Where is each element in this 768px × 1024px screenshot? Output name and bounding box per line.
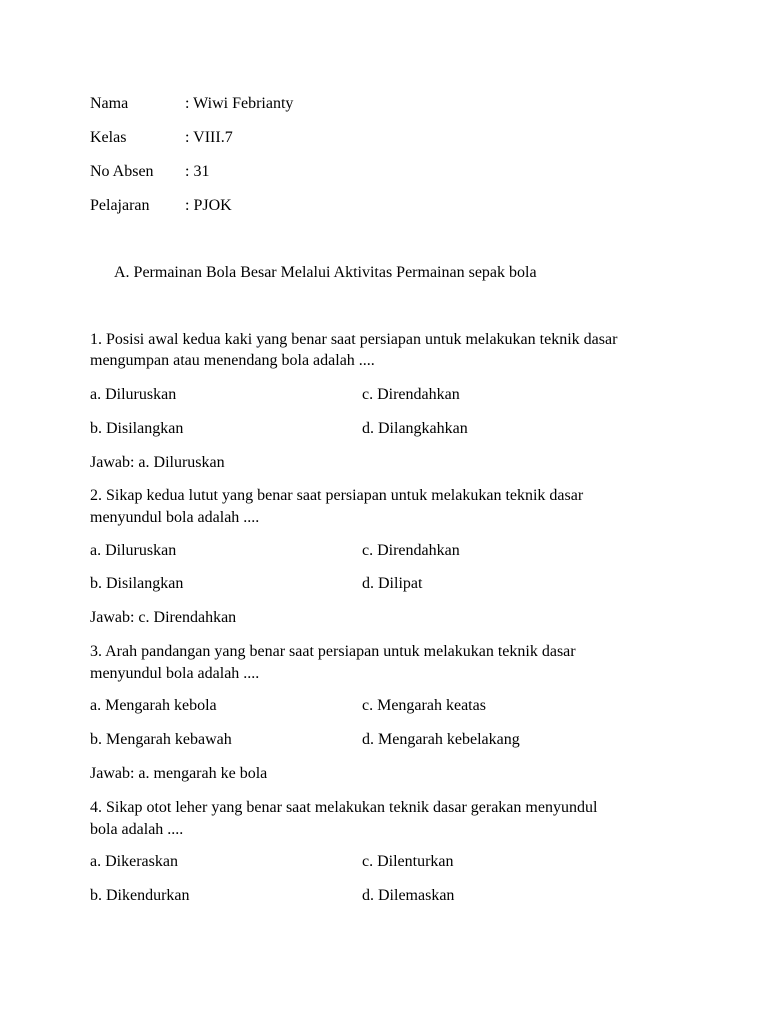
question-1-option-b: b. Disilangkan: [90, 420, 184, 437]
question-1-option-a: a. Diluruskan: [90, 386, 177, 403]
question-2-option-c: c. Direndahkan: [362, 542, 460, 559]
question-3-option-b: b. Mengarah kebawah: [90, 731, 232, 748]
class-value: : VIII.7: [185, 129, 233, 146]
name-label: Nama: [90, 95, 129, 112]
question-3-line-2: menyundul bola adalah ....: [90, 665, 260, 682]
question-2-answer: Jawab: c. Direndahkan: [90, 609, 237, 626]
question-4-line-1: 4. Sikap otot leher yang benar saat melakukan teknik dasar gerakan menyundul: [90, 799, 598, 816]
absen-value: : 31: [185, 163, 210, 180]
question-1-option-d: d. Dilangkahkan: [362, 420, 468, 437]
question-1-line-1: 1. Posisi awal kedua kaki yang benar saat persiapan untuk melakukan teknik dasar: [90, 331, 618, 348]
question-2-option-a: a. Diluruskan: [90, 542, 177, 559]
question-3-option-d: d. Mengarah kebelakang: [362, 731, 520, 748]
question-2-line-2: menyundul bola adalah ....: [90, 509, 260, 526]
class-label: Kelas: [90, 129, 127, 146]
question-4-option-b: b. Dikendurkan: [90, 887, 190, 904]
question-4-option-d: d. Dilemaskan: [362, 887, 455, 904]
subject-row: [90, 195, 232, 217]
question-3-option-c: c. Mengarah keatas: [362, 697, 486, 714]
name-value: : Wiwi Febrianty: [185, 95, 294, 112]
section-heading: A. Permainan Bola Besar Melalui Aktivitas Permainan sepak bola: [114, 264, 537, 281]
question-2-option-d: d. Dilipat: [362, 575, 423, 592]
question-3-line-1: 3. Arah pandangan yang benar saat persiapan untuk melakukan teknik dasar: [90, 643, 576, 660]
question-3-option-a: a. Mengarah kebola: [90, 697, 217, 714]
question-4-line-2: bola adalah ....: [90, 821, 184, 838]
absen-row: [90, 161, 209, 183]
question-4-option-c: c. Dilenturkan: [362, 853, 454, 870]
question-1-option-c: c. Direndahkan: [362, 386, 460, 403]
question-1-line-2: mengumpan atau menendang bola adalah ....: [90, 352, 375, 369]
question-2-option-b: b. Disilangkan: [90, 575, 184, 592]
question-4-option-a: a. Dikeraskan: [90, 853, 178, 870]
subject-label: Pelajaran: [90, 197, 150, 214]
class-row: [90, 127, 233, 149]
question-3-answer: Jawab: a. mengarah ke bola: [90, 765, 268, 782]
name-row: [90, 93, 293, 115]
absen-label: No Absen: [90, 163, 154, 180]
question-1-answer: Jawab: a. Diluruskan: [90, 454, 225, 471]
question-2-line-1: 2. Sikap kedua lutut yang benar saat persiapan untuk melakukan teknik dasar: [90, 487, 584, 504]
subject-value: : PJOK: [185, 197, 232, 214]
